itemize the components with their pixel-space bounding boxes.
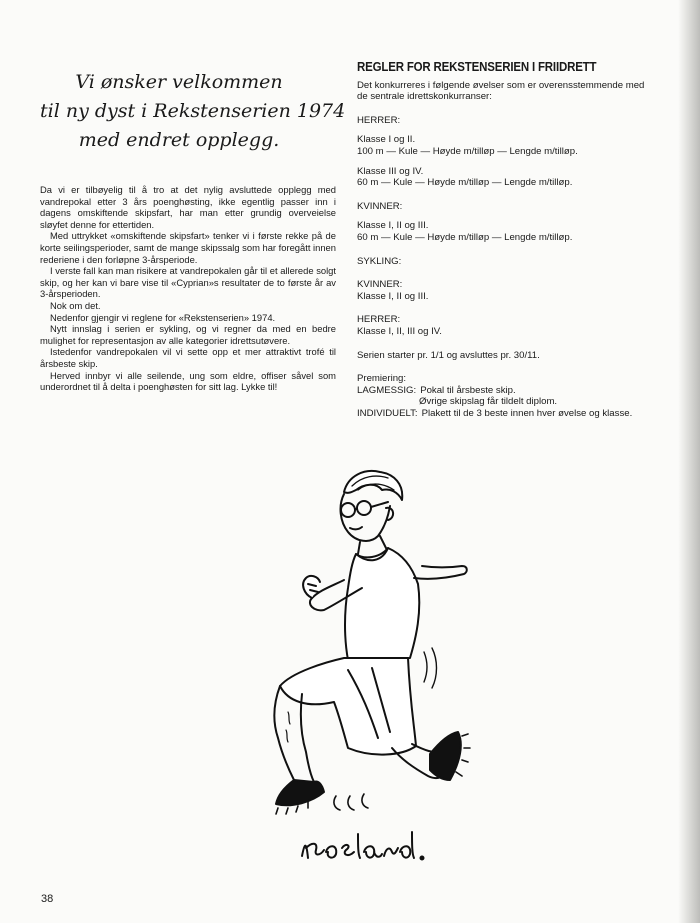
intro-paragraph: I verste fall kan man risikere at vandrepokalen går til et allerede solgt skip, og her kan vi bare vise til «Cyprian»s resultater de to første år av 3-årsperioden. [40,265,336,300]
kvinner-class: Klasse I, II og III. [357,220,429,232]
intro-paragraph: Da vi er tilbøyelig til å tro at det nylig avsluttede opplegg med vandrepokal etter 3 års poenghøsting, ikke egentlig passer inn i dagens omskiftende skipsfart, har man etter grundig overveielse sløyfet denne for ettertiden. [40,184,336,230]
page-gutter-shadow [678,0,700,923]
herrer-heading: HERRER: [357,114,401,126]
herrer-class-2-events: 60 m — Kule — Høyde m/tilløp — Lengde m/tilløp. [357,177,573,189]
herrer-class-1-events: 100 m — Kule — Høyde m/tilløp — Lengde m/tilløp. [357,145,578,157]
lagsmessig-text: Pokal til årsbeste skip. [420,384,516,396]
lagsmessig-row [357,385,657,397]
sykling-herrer-heading: HERRER: [357,314,401,326]
premiering-heading: Premiering: [357,373,407,385]
sykling-heading: SYKLING: [357,255,402,267]
running-man-illustration [252,462,484,818]
individuelt-label: INDIVIDUELT: [357,407,418,419]
headline-line-2: til ny dyst i Rekstenserien 1974 [40,100,346,122]
intro-paragraph: Nedenfor gjengir vi reglene for «Rekstenserien» 1974. [50,311,276,323]
intro-paragraph: Nytt innslag i serien er sykling, og vi regner da med en bedre mulighet for representasjon av alle kategorier idrettsutøvere. [40,323,336,346]
headline-line-3: med endret opplegg. [78,129,280,151]
intro-paragraph: Istedenfor vandrepokalen vil vi sette opp et mer attraktivt trofé til årsbeste skip. [40,346,336,369]
kvinner-heading: KVINNER: [357,200,403,212]
intro-paragraph: Herved innbyr vi alle seilende, ung som eldre, offiser såvel som underordnet til å delta i poenghøsten for sitt lag. Lykke til! [40,369,336,393]
intro-paragraph: Nok om det. [50,299,101,311]
intro-paragraph: Med uttrykket «omskiftende skipsfart» tenker vi i første rekke på de korte seilingsperioder, samt de mange skipssalg som har foregått innen rederiene i den forløpne 3-årsperiode. [40,230,336,265]
rules-title: REGLER FOR REKSTENSERIEN I FRIIDRETT [357,60,597,74]
intro-text [40,184,336,393]
serien-dates: Serien starter pr. 1/1 og avsluttes pr. 30/11. [357,349,540,361]
headline-line-1: Vi ønsker velkommen [75,71,283,93]
lagsmessig-text-2: Øvrige skipslag får tildelt diplom. [419,396,558,408]
headline [40,68,346,155]
individuelt-text: Plakett til de 3 beste innen hver øvelse og klasse. [421,407,633,419]
sykling-kvinner-heading: KVINNER: [357,279,403,291]
lagsmessig-label: LAGMESSIG: [357,384,417,396]
sykling-kvinner-class: Klasse I, II og III. [357,290,429,302]
herrer-class-1: Klasse I og II. [357,134,416,146]
sykling-herrer-class: Klasse I, II, III og IV. [357,325,442,337]
page-number: 38 [41,893,54,905]
rules-column [357,62,657,419]
individuelt-row [357,408,657,420]
rules-intro: Det konkurreres i følgende øvelser som er overensstemmende med de sentrale idrettskonkurranser: [357,79,645,103]
artist-signature [296,828,430,868]
herrer-class-2: Klasse III og IV. [357,165,424,177]
kvinner-events: 60 m — Kule — Høyde m/tilløp — Lengde m/tilløp. [357,231,573,243]
